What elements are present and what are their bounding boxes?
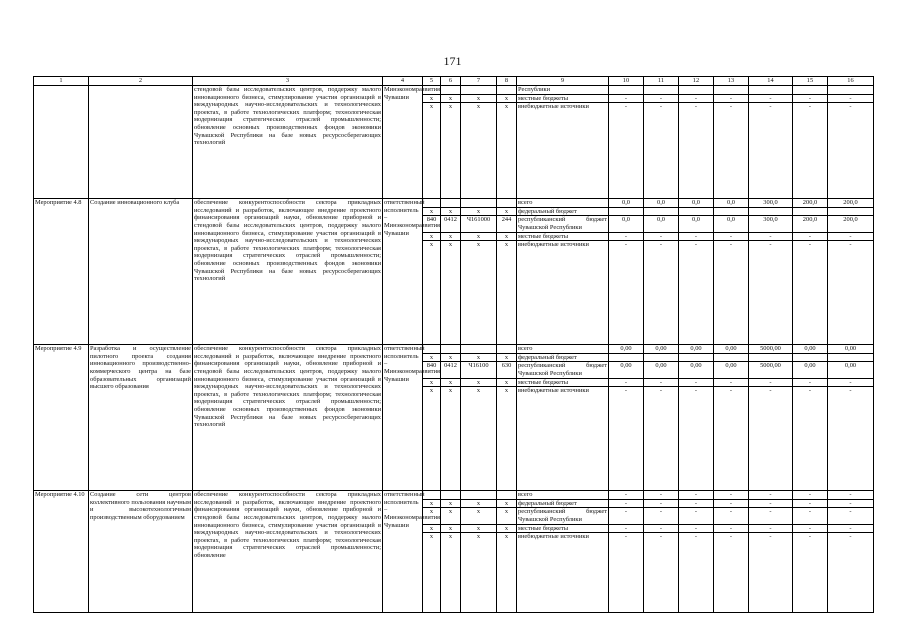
amount-cell: - <box>793 378 828 387</box>
header-cell: 8 <box>497 77 517 86</box>
funding-source-cell: внебюджетные источники <box>517 533 609 613</box>
amount-cell: - <box>828 232 874 241</box>
amount-cell: 0,0 <box>609 199 644 208</box>
amount-cell: - <box>828 387 874 491</box>
amount-cell: - <box>828 491 874 500</box>
amount-cell: - <box>609 94 644 103</box>
amount-cell: - <box>793 387 828 491</box>
amount-cell: - <box>714 533 749 613</box>
amount-cell: - <box>749 378 793 387</box>
budget-code-cell: x <box>461 232 497 241</box>
amount-cell: 200,0 <box>793 199 828 208</box>
header-cell: 10 <box>609 77 644 86</box>
funding-source-cell: внебюджетные источники <box>517 103 609 199</box>
amount-cell: - <box>714 387 749 491</box>
amount-cell: 200,0 <box>793 216 828 232</box>
header-cell: 14 <box>749 77 793 86</box>
amount-cell: - <box>609 499 644 508</box>
amount-cell: - <box>679 533 714 613</box>
budget-code-cell <box>461 86 497 95</box>
budget-code-cell: 840 <box>423 216 441 232</box>
amount-cell: 0,00 <box>828 362 874 378</box>
amount-cell: - <box>609 524 644 533</box>
amount-cell: - <box>644 491 679 500</box>
amount-cell: - <box>644 241 679 345</box>
amount-cell: - <box>749 533 793 613</box>
funding-source-cell: всего <box>517 491 609 500</box>
event-goal-cell: обеспечение конкурентоспособности сектора прикладных исследований и разработок, включающее внедрение проектного финансирования организаций науки, обновление приборной и стендовой базы исследовательских центров, поддержку малого инновационного бизнеса, стимулирование участия организаций в международных научно-исследовательских и технологических проектах, в работе технологических платформ; технологическая модернизация стратегических отраслей промышленности; обновление основных производственных фондов экономики Чувашской Республики на базе новых ресурсосберегающих технологий <box>193 199 383 345</box>
amount-cell: - <box>828 103 874 199</box>
amount-cell <box>828 207 874 216</box>
event-goal-cell: стендовой базы исследовательских центров, поддержку малого инновационного бизнеса, стимулирование участия организаций в международных научно-исследовательских и технологических проектах, в работе технологических платформ; технологическая модернизация стратегических отраслей промышленности; обновление основных производственных фондов экономики Чувашской Республики на базе новых ресурсосберегающих технологий <box>193 86 383 199</box>
budget-code-cell: x <box>441 524 461 533</box>
amount-cell: - <box>828 499 874 508</box>
funding-source-cell: всего <box>517 345 609 354</box>
amount-cell <box>714 353 749 362</box>
event-title-cell <box>89 86 193 199</box>
funding-source-cell: федеральный бюджет <box>517 207 609 216</box>
amount-cell <box>793 86 828 95</box>
amount-cell: - <box>828 94 874 103</box>
budget-code-cell <box>423 345 441 354</box>
amount-cell: - <box>714 491 749 500</box>
funding-source-cell: местные бюджеты <box>517 524 609 533</box>
amount-cell <box>644 207 679 216</box>
amount-cell: 0,0 <box>679 199 714 208</box>
amount-cell <box>749 353 793 362</box>
program-table <box>33 76 874 613</box>
amount-cell: - <box>714 524 749 533</box>
amount-cell <box>749 86 793 95</box>
amount-cell <box>679 353 714 362</box>
amount-cell <box>793 207 828 216</box>
funding-source-cell: внебюджетные источники <box>517 387 609 491</box>
budget-code-cell: x <box>461 241 497 345</box>
amount-cell: - <box>644 232 679 241</box>
amount-cell: - <box>609 491 644 500</box>
budget-code-cell: x <box>423 103 441 199</box>
amount-cell: 0,00 <box>644 362 679 378</box>
amount-cell: - <box>644 387 679 491</box>
table-row <box>34 199 874 208</box>
budget-code-cell: x <box>497 524 517 533</box>
amount-cell <box>609 353 644 362</box>
amount-cell: - <box>679 232 714 241</box>
executor-cell: ответственный исполнитель – Минэкономразвития Чувашии <box>383 199 423 345</box>
amount-cell: - <box>714 241 749 345</box>
header-cell: 5 <box>423 77 441 86</box>
amount-cell: 0,00 <box>828 345 874 354</box>
budget-code-cell: x <box>423 241 441 345</box>
amount-cell: - <box>609 241 644 345</box>
funding-source-cell: федеральный бюджет <box>517 499 609 508</box>
budget-code-cell: x <box>423 232 441 241</box>
table-row <box>34 86 874 95</box>
budget-code-cell: x <box>461 524 497 533</box>
amount-cell: - <box>679 103 714 199</box>
amount-cell <box>828 86 874 95</box>
amount-cell: - <box>679 499 714 508</box>
funding-source-cell: внебюджетные источники <box>517 241 609 345</box>
amount-cell: - <box>644 378 679 387</box>
header-cell: 12 <box>679 77 714 86</box>
funding-source-cell: республиканский бюджет Чувашской Республики <box>518 216 607 231</box>
amount-cell: 200,0 <box>828 216 874 232</box>
amount-cell: - <box>793 232 828 241</box>
budget-code-cell: 840 <box>423 362 441 378</box>
amount-cell <box>609 86 644 95</box>
budget-code-cell <box>441 345 461 354</box>
amount-cell: 0,00 <box>679 345 714 354</box>
budget-code-cell: x <box>441 353 461 362</box>
amount-cell: - <box>749 387 793 491</box>
budget-code-cell: x <box>441 207 461 216</box>
budget-code-cell: x <box>461 378 497 387</box>
amount-cell: - <box>609 378 644 387</box>
budget-code-cell <box>423 199 441 208</box>
budget-code-cell: x <box>423 94 441 103</box>
amount-cell: 0,00 <box>793 345 828 354</box>
amount-cell: - <box>679 378 714 387</box>
budget-code-cell: 0412 <box>441 216 461 232</box>
budget-code-cell <box>441 86 461 95</box>
funding-source-cell: местные бюджеты <box>517 94 609 103</box>
budget-code-cell: x <box>497 94 517 103</box>
amount-cell: 0,00 <box>609 345 644 354</box>
budget-code-cell: x <box>423 533 441 613</box>
amount-cell <box>714 86 749 95</box>
header-cell: 13 <box>714 77 749 86</box>
header-cell: 7 <box>461 77 497 86</box>
budget-code-cell: x <box>497 232 517 241</box>
amount-cell: 0,00 <box>793 362 828 378</box>
budget-code-cell: x <box>423 387 441 491</box>
budget-code-cell: x <box>497 387 517 491</box>
budget-code-cell: x <box>461 353 497 362</box>
amount-cell: - <box>749 232 793 241</box>
budget-code-cell: x <box>423 353 441 362</box>
budget-code-cell: x <box>441 241 461 345</box>
budget-code-cell <box>461 345 497 354</box>
event-number-cell <box>34 86 89 199</box>
amount-cell: - <box>793 524 828 533</box>
event-number-cell: Мероприятие 4.9 <box>34 345 89 491</box>
amount-cell: 300,0 <box>749 216 793 232</box>
amount-cell: 0,00 <box>679 362 714 378</box>
budget-code-cell: x <box>497 533 517 613</box>
amount-cell: - <box>679 387 714 491</box>
amount-cell: - <box>749 94 793 103</box>
table-body <box>34 77 874 613</box>
budget-code-cell <box>497 199 517 208</box>
budget-code-cell: x <box>441 232 461 241</box>
funding-source-cell: местные бюджеты <box>517 232 609 241</box>
budget-code-cell <box>461 199 497 208</box>
amount-cell <box>828 353 874 362</box>
amount-cell: - <box>644 94 679 103</box>
table-row <box>34 491 874 500</box>
amount-cell: - <box>714 94 749 103</box>
amount-cell <box>644 86 679 95</box>
amount-cell: - <box>644 103 679 199</box>
budget-code-cell: x <box>441 387 461 491</box>
amount-cell <box>609 207 644 216</box>
budget-code-cell: x <box>441 94 461 103</box>
amount-cell: 0,00 <box>644 345 679 354</box>
amount-cell: - <box>609 387 644 491</box>
amount-cell <box>679 207 714 216</box>
budget-code-cell <box>461 491 497 500</box>
event-number-cell: Мероприятие 4.8 <box>34 199 89 345</box>
budget-code-cell <box>497 491 517 500</box>
amount-cell: - <box>793 94 828 103</box>
amount-cell: - <box>828 241 874 345</box>
header-row <box>34 77 874 86</box>
amount-cell: - <box>793 499 828 508</box>
amount-cell <box>644 353 679 362</box>
amount-cell <box>679 86 714 95</box>
budget-code-cell <box>423 491 441 500</box>
executor-cell: Минэкономразвития Чувашии <box>383 86 423 199</box>
header-cell: 4 <box>383 77 423 86</box>
budget-code-cell: x <box>497 378 517 387</box>
table-row <box>34 345 874 354</box>
amount-cell: 200,0 <box>828 199 874 208</box>
amount-cell: - <box>749 103 793 199</box>
amount-cell: - <box>644 508 679 524</box>
budget-code-cell: x <box>497 499 517 508</box>
budget-code-cell: 244 <box>497 216 517 232</box>
funding-source-cell: Республики <box>517 86 609 95</box>
header-cell: 16 <box>828 77 874 86</box>
event-goal-cell: обеспечение конкурентоспособности сектора прикладных исследований и разработок, включающее внедрение проектного финансирования организаций науки, обновление приборной и стендовой базы исследовательских центров, поддержку малого инновационного бизнеса, стимулирование участия организаций в международных научно-исследовательских и технологических проектах, в работе технологических платформ; технологическая модернизация стратегических отраслей промышленности; обновление основных производственных фондов экономики Чувашской Республики на базе новых ресурсосберегающих технологий <box>193 345 383 491</box>
funding-source-cell: всего <box>517 199 609 208</box>
amount-cell: 5000,00 <box>749 362 793 378</box>
amount-cell: - <box>679 94 714 103</box>
budget-code-cell: x <box>423 499 441 508</box>
budget-code-cell: Ч161000 <box>461 216 497 232</box>
amount-cell: - <box>714 232 749 241</box>
amount-cell: - <box>679 508 714 524</box>
header-cell: 15 <box>793 77 828 86</box>
amount-cell: - <box>793 533 828 613</box>
amount-cell: - <box>828 533 874 613</box>
amount-cell: 300,0 <box>749 199 793 208</box>
amount-cell: 0,0 <box>714 216 749 232</box>
header-cell: 3 <box>193 77 383 86</box>
header-cell: 6 <box>441 77 461 86</box>
amount-cell <box>714 207 749 216</box>
amount-cell: - <box>714 103 749 199</box>
budget-code-cell: x <box>423 207 441 216</box>
budget-code-cell: x <box>461 499 497 508</box>
budget-code-cell <box>441 199 461 208</box>
budget-code-cell: x <box>461 94 497 103</box>
budget-code-cell: x <box>497 103 517 199</box>
header-cell: 1 <box>34 77 89 86</box>
budget-code-cell <box>497 86 517 95</box>
amount-cell: 0,0 <box>644 216 679 232</box>
amount-cell: - <box>609 103 644 199</box>
budget-code-cell <box>441 491 461 500</box>
budget-code-cell: x <box>441 508 461 524</box>
budget-code-cell: x <box>441 499 461 508</box>
amount-cell: - <box>644 499 679 508</box>
amount-cell: - <box>749 491 793 500</box>
amount-cell: - <box>679 241 714 345</box>
header-cell: 2 <box>89 77 193 86</box>
header-cell: 9 <box>517 77 609 86</box>
amount-cell: - <box>644 533 679 613</box>
amount-cell: - <box>793 241 828 345</box>
funding-source-cell: республиканский бюджет Чувашской Республики <box>518 508 607 523</box>
event-title-cell: Создание сети центров коллективного пользования научным и высокотехнологичным производственным оборудованием <box>89 491 193 613</box>
amount-cell: 0,00 <box>714 362 749 378</box>
page-number: 171 <box>443 54 462 68</box>
amount-cell: - <box>609 508 644 524</box>
amount-cell: - <box>828 508 874 524</box>
header-cell: 11 <box>644 77 679 86</box>
amount-cell: - <box>828 378 874 387</box>
budget-code-cell: Ч16100 <box>461 362 497 378</box>
event-title-cell: Разработка и осуществление пилотного проекта создания инновационного производственно-коммерческого центра на базе образовательных организаций высшего образования <box>89 345 193 491</box>
amount-cell: - <box>714 499 749 508</box>
amount-cell: 0,0 <box>714 199 749 208</box>
amount-cell: 0,0 <box>644 199 679 208</box>
amount-cell <box>749 207 793 216</box>
amount-cell: 0,00 <box>714 345 749 354</box>
amount-cell: - <box>714 378 749 387</box>
amount-cell: - <box>749 499 793 508</box>
amount-cell: - <box>679 491 714 500</box>
budget-code-cell: x <box>497 353 517 362</box>
budget-code-cell: 630 <box>497 362 517 378</box>
budget-code-cell: x <box>461 508 497 524</box>
amount-cell: - <box>679 524 714 533</box>
amount-cell: - <box>749 241 793 345</box>
event-number-cell: Мероприятие 4.10 <box>34 491 89 613</box>
amount-cell: 5000,00 <box>749 345 793 354</box>
budget-code-cell: 0412 <box>441 362 461 378</box>
funding-source-cell: местные бюджеты <box>517 378 609 387</box>
amount-cell: - <box>749 524 793 533</box>
budget-code-cell: x <box>461 387 497 491</box>
budget-code-cell: x <box>497 207 517 216</box>
event-title-cell: Создание инновационного клуба <box>89 199 193 345</box>
amount-cell: - <box>828 524 874 533</box>
amount-cell: - <box>749 508 793 524</box>
amount-cell: - <box>793 491 828 500</box>
amount-cell <box>793 353 828 362</box>
amount-cell: - <box>609 533 644 613</box>
amount-cell: 0,0 <box>609 216 644 232</box>
amount-cell: - <box>644 524 679 533</box>
budget-code-cell: x <box>441 533 461 613</box>
amount-cell: 0,0 <box>679 216 714 232</box>
budget-code-cell: x <box>423 378 441 387</box>
budget-code-cell: x <box>497 508 517 524</box>
funding-source-cell: республиканский бюджет Чувашской Республики <box>518 362 607 377</box>
budget-code-cell: x <box>461 207 497 216</box>
amount-cell: - <box>714 508 749 524</box>
funding-source-cell: федеральный бюджет <box>517 353 609 362</box>
executor-cell: ответственный исполнитель – Минэкономразвития Чувашии <box>383 345 423 491</box>
event-goal-cell: обеспечение конкурентоспособности сектора прикладных исследований и разработок, включающее внедрение проектного финансирования организаций науки, обновление приборной и стендовой базы исследовательских центров, поддержку малого инновационного бизнеса, стимулирование участия организаций в международных научно-исследовательских и технологических проектах, в работе технологических платформ; технологическая модернизация стратегических отраслей промышленности; обновление <box>193 491 383 613</box>
budget-code-cell: x <box>497 241 517 345</box>
budget-code-cell: x <box>461 103 497 199</box>
amount-cell: 0,00 <box>609 362 644 378</box>
budget-code-cell: x <box>423 508 441 524</box>
amount-cell: - <box>609 232 644 241</box>
budget-code-cell: x <box>461 533 497 613</box>
budget-code-cell: x <box>441 103 461 199</box>
amount-cell: - <box>793 508 828 524</box>
executor-cell: ответственный исполнитель – Минэкономразвития Чувашии <box>383 491 423 613</box>
budget-code-cell <box>497 345 517 354</box>
budget-code-cell: x <box>423 524 441 533</box>
amount-cell: - <box>793 103 828 199</box>
budget-code-cell: x <box>441 378 461 387</box>
